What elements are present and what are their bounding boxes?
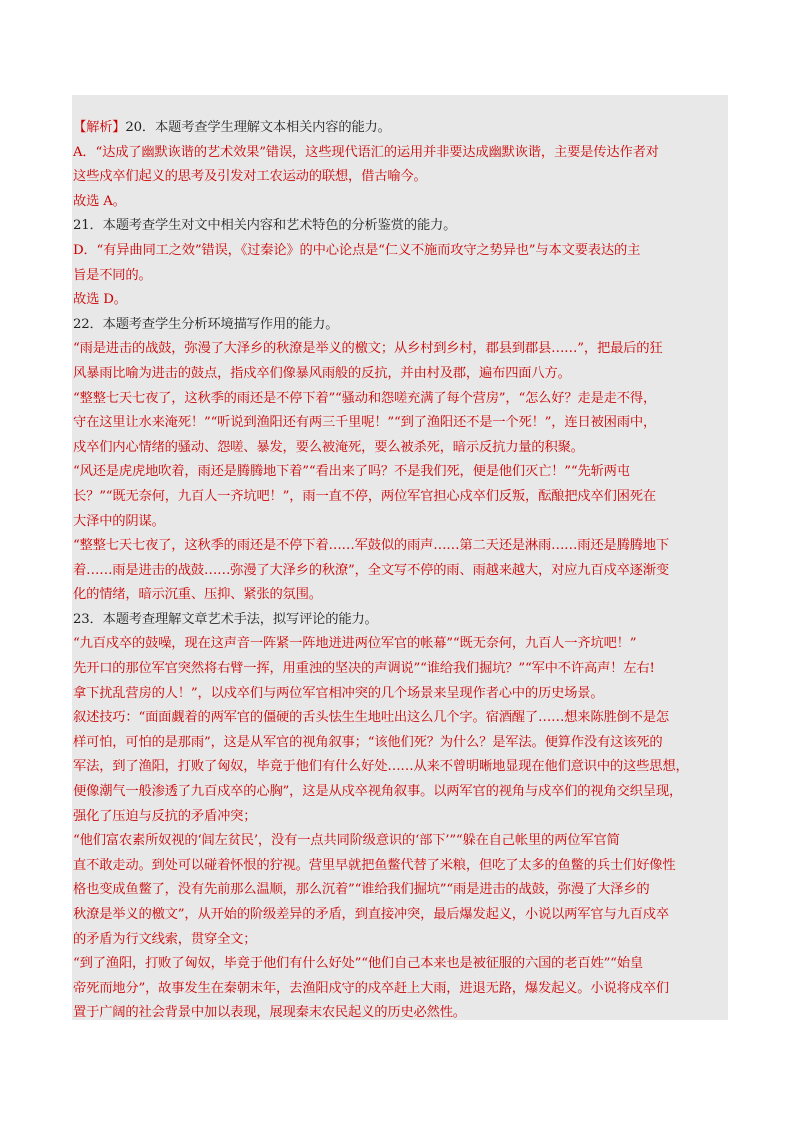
line-text: 先开口的那位军官突然将右臂一挥，用重浊的坚决的声调说”“谁给我们掘坑？”“军中不许高声！左右! <box>73 661 655 677</box>
line-text: 便像潮气一般渗透了九百戍卒的心胸”，这是从戍卒视角叙事。以两军官的视角与戍卒们的视角交织呈现， <box>73 784 683 800</box>
text-line <box>73 116 729 141</box>
line-text: 21．本题考查学生对文中相关内容和艺术特色的分析鉴赏的能力。 <box>73 218 457 234</box>
text-line <box>73 337 729 362</box>
text-line <box>73 829 729 854</box>
text-line <box>73 952 729 977</box>
line-text: 化的情绪，暗示沉重、压抑、紧张的氛围。 <box>73 587 322 603</box>
line-text: 强化了压迫与反抗的矛盾冲突； <box>73 808 257 824</box>
text-line <box>73 485 729 510</box>
analysis-text <box>73 116 729 1026</box>
text-line <box>73 977 729 1002</box>
line-text: “雨是进击的战鼓，弥漫了大泽乡的秋潦是举义的檄文；从乡村到乡村，郡县到郡县……”，把最后的狂 <box>73 341 663 357</box>
line-text: 故选 A。 <box>73 193 126 209</box>
text-line <box>73 608 729 633</box>
text-line <box>73 460 729 485</box>
text-line <box>73 755 729 780</box>
text-line <box>73 657 729 682</box>
line-text: 22．本题考查学生分析环境描写作用的能力。 <box>73 316 339 332</box>
text-line <box>73 559 729 584</box>
text-line <box>73 731 729 756</box>
line-text: 守在这里让水来淹死！”“听说到渔阳还有两三千里呢！”“到了渔阳还不是一个死！”，连日被困雨中， <box>73 415 657 431</box>
text-line <box>73 928 729 953</box>
text-line <box>73 805 729 830</box>
text-line <box>73 436 729 461</box>
text-line <box>73 264 729 289</box>
line-text: “整整七天七夜了，这秋季的雨还是不停下着”“骚动和怨嗟充满了每个营房”，“怎么好？走是走不得， <box>73 390 657 406</box>
line-text: D．“有异曲同工之效”错误，《过秦论》的中心论点是“仁义不施而攻守之势异也”与本文要表达的主 <box>73 242 641 258</box>
line-text: 格也变成鱼鳖了，没有先前那么温顺，那么沉着”“谁给我们掘坑”“雨是进击的战鼓，弥漫了大泽乡的 <box>73 882 650 898</box>
text-line <box>73 682 729 707</box>
line-text: “整整七天七夜了，这秋季的雨还是不停下着……军鼓似的雨声……第二天还是淋雨……雨还是腾腾地下 <box>73 538 669 554</box>
line-text: 着……雨是进击的战鼓……弥漫了大泽乡的秋潦”，全文写不停的雨、雨越来越大，对应九百戍卒逐渐变 <box>73 562 669 578</box>
line-text: “风还是虎虎地吹着，雨还是腾腾地下着”“看出来了吗？不是我们死，便是他们灭亡！”“先斩两屯 <box>73 464 630 480</box>
text-line <box>73 190 729 215</box>
text-line <box>73 632 729 657</box>
line-text: 风暴雨比喻为进击的鼓点，指戍卒们像暴风雨般的反抗，并由村及郡，遍布四面八方。 <box>73 365 571 381</box>
text-line <box>73 239 729 264</box>
line-text: “他们富农素所奴视的‘闾左贫民’，没有一点共同阶级意识的‘部下’”“躲在自己帐里的两位军官简 <box>73 833 620 849</box>
text-line <box>73 288 729 313</box>
analysis-label: 【解析】 <box>73 120 126 135</box>
line-text: 旨是不同的。 <box>73 267 152 283</box>
line-text: 置于广阔的社会背景中加以表现，展现秦末农民起义的历史必然性。 <box>73 1005 466 1021</box>
text-line <box>73 903 729 928</box>
text-line <box>73 214 729 239</box>
line-text: 这些戍卒们起义的思考及引发对工农运动的联想，借古喻今。 <box>73 169 427 185</box>
line-text: 20．本题考查学生理解文本相关内容的能力。 <box>125 120 391 135</box>
line-text: 叙述技巧：“面面觑着的两军官的僵硬的舌头怯生生地吐出这么几个字。宿酒醒了……想来陈胜倒不是怎 <box>73 710 669 726</box>
text-line <box>73 706 729 731</box>
line-text: 戍卒们内心情绪的骚动、怨嗟、暴发，要么被淹死，要么被杀死，暗示反抗力量的积聚。 <box>73 439 584 455</box>
line-text: 直不敢走动。到处可以碰着怀恨的狞视。营里早就把鱼鳖代替了米粮，但吃了太多的鱼鳖的兵士们好像性 <box>73 857 676 873</box>
text-line <box>73 411 729 436</box>
line-text: 帝死而地分”，故事发生在秦朝末年，去渔阳戍守的戍卒赶上大雨，进退无路，爆发起义。小说将戍卒们 <box>73 980 669 996</box>
line-text: 军法，到了渔阳，打败了匈奴，毕竟于他们有什么好处……从来不曾明晰地显现在他们意识中的这些思想， <box>73 759 689 775</box>
text-line <box>73 780 729 805</box>
line-text: 秋潦是举义的檄文”，从开始的阶级差异的矛盾，到直接冲突，最后爆发起义，小说以两军官与九百戍卒 <box>73 907 669 922</box>
line-text: 故选 D。 <box>73 292 127 308</box>
line-text: 的矛盾为行文线索，贯穿全文； <box>73 931 257 947</box>
text-line <box>73 1001 729 1026</box>
text-line <box>73 387 729 412</box>
text-line <box>73 313 729 338</box>
line-text: 样可怕，可怕的是那雨”，这是从军官的视角叙事；“该他们死？为什么？是军法。便算作没有这该死的 <box>73 734 663 750</box>
text-line <box>73 854 729 879</box>
line-text: 大泽中的阴谋。 <box>73 513 165 529</box>
line-text: A．“达成了幽默诙谐的艺术效果”错误，这些现代语汇的运用并非要达成幽默诙谐，主要是传达作者对 <box>73 144 659 160</box>
text-line <box>73 362 729 387</box>
text-line <box>73 583 729 608</box>
text-line <box>73 141 729 166</box>
line-text: 拿下扰乱营房的人！”，以戍卒们与两位军官相冲突的几个场景来呈现作者心中的历史场景。 <box>73 685 604 701</box>
text-line <box>73 165 729 190</box>
line-text: 长？”“既无奈何，九百人一齐坑吧！”，雨一直不停，两位军官担心戍卒们反叛，酝酿把戍卒们困死在 <box>73 488 656 504</box>
line-text: 23．本题考查理解文章艺术手法，拟写评论的能力。 <box>73 611 378 627</box>
line-text: “九百戍卒的鼓噪，现在这声音一阵紧一阵地迸进两位军官的帐幕”“既无奈何，九百人一齐坑吧！” <box>73 636 637 652</box>
text-line <box>73 534 729 559</box>
text-line <box>73 878 729 903</box>
text-line <box>73 510 729 535</box>
line-text: “到了渔阳，打败了匈奴，毕竟于他们有什么好处”“他们自己本来也是被征服的六国的老百姓”“始皇 <box>73 956 643 972</box>
